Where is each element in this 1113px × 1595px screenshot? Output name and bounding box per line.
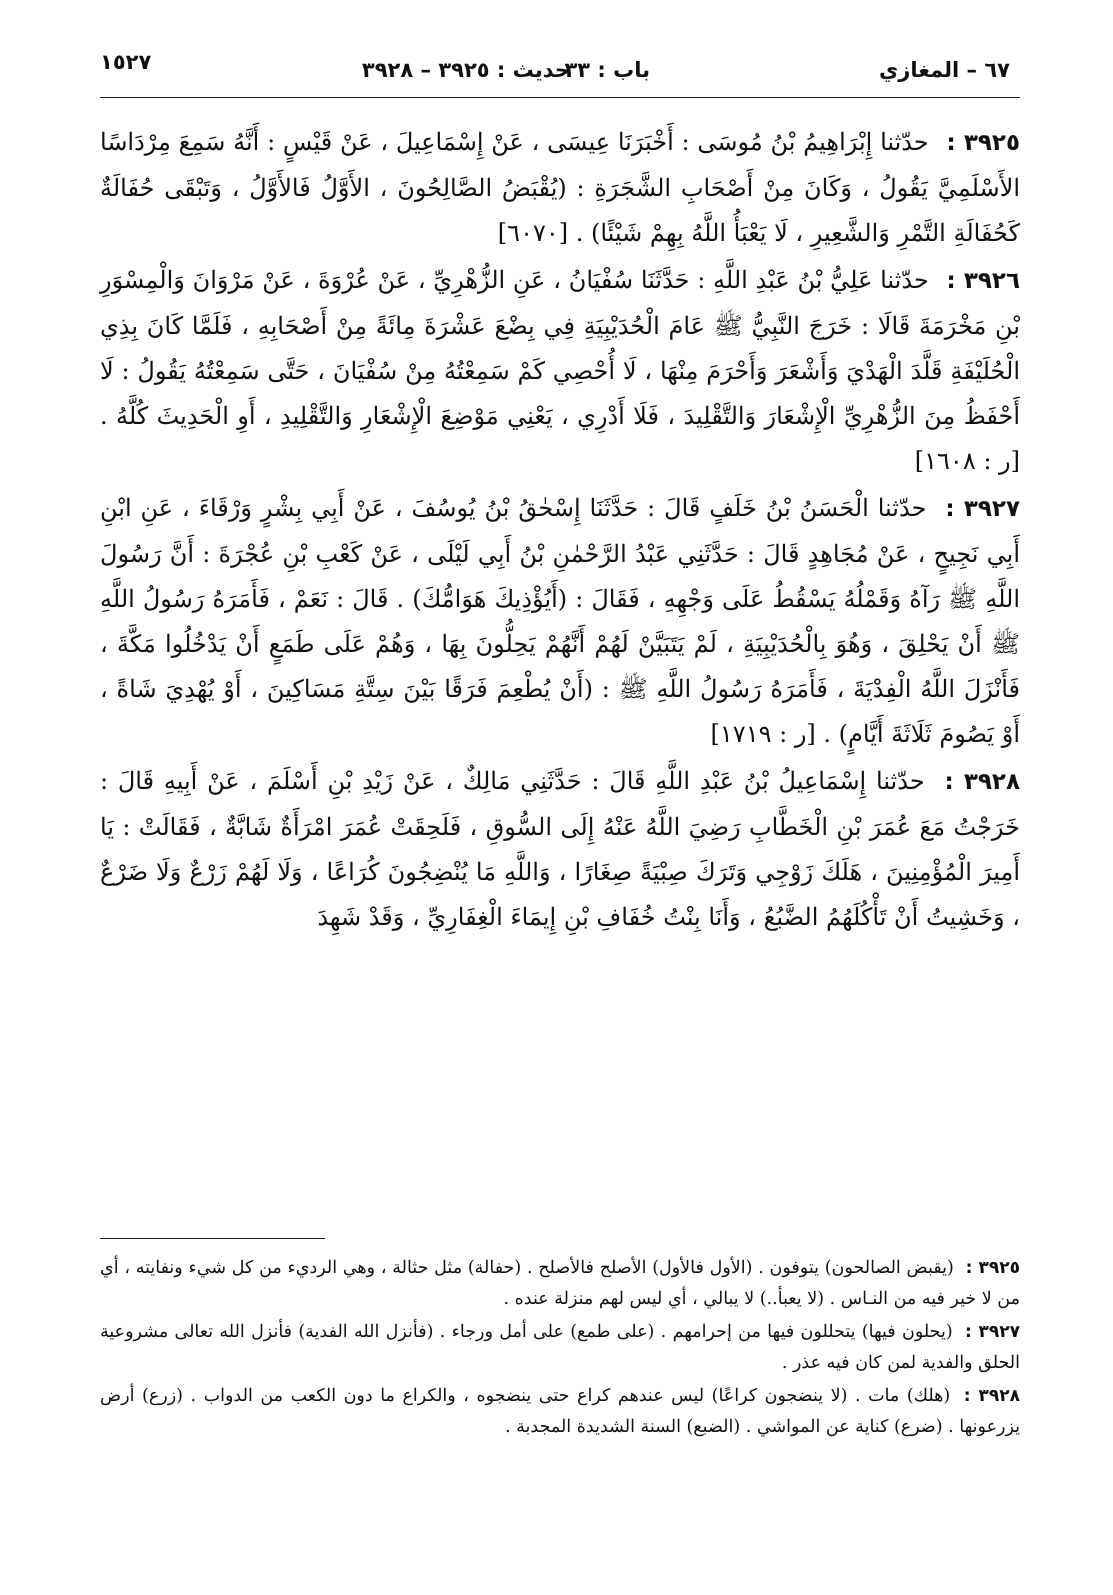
footnote-3927	[100, 1317, 1020, 1379]
hadith-3925	[100, 120, 1020, 256]
hadith-number: ٣٩٢٦ :	[946, 268, 1020, 294]
footnote-number: ٣٩٢٥ :	[965, 1258, 1020, 1278]
hadith-text: حدّثنا الْحَسَنُ بْنُ خَلَفٍ قَالَ : حَدَّثَنَا إِسْحٰقُ بْنُ يُوسُفَ ، عَنْ أَبِي بِشْرٍ وَرْقَاءَ ، عَنِ ابْنِ أَبِي نَجِيحٍ ، عَنْ مُجَاهِدٍ قَالَ : حَدَّثَنِي عَبْدُ الرَّحْمٰنِ بْنُ أَبِي لَيْلَى ، عَنْ كَعْبِ بْنِ عُجْرَةَ : أَنَّ رَسُولَ اللَّهِ ﷺ رَآهُ وَقَمْلُهُ يَسْقُطُ عَلَى وَجْهِهِ ، فَقَالَ : (أَيُؤْذِيكَ هَوَامُّكَ) . قَالَ : نَعَمْ ، فَأَمَرَهُ رَسُولُ اللَّهِ ﷺ أَنْ يَحْلِقَ ، وَهُوَ بِالْحُدَيْبِيَةِ ، لَمْ يَتَبَيَّنْ لَهُمْ أَنَّهُمْ يَحِلُّونَ بِهَا ، وَهُمْ عَلَى طَمَعٍ أَنْ يَدْخُلُوا مَكَّةَ ، فَأَنْزَلَ اللَّهُ الْفِدْيَةَ ، فَأَمَرَهُ رَسُولُ اللَّهِ ﷺ : (أَنْ يُطْعِمَ فَرَقًا بَيْنَ سِتَّةِ مَسَاكِينَ ، أَوْ يُهْدِيَ شَاةً ، أَوْ يَصُومَ ثَلَاثَةَ أَيَّامٍ) .	[100, 494, 1020, 748]
hadith-reference: [ر : ١٧١٩]	[710, 720, 816, 748]
hadith-text: حدّثنا إِسْمَاعِيلُ بْنُ عَبْدِ اللَّهِ قَالَ : حَدَّثَنِي مَالِكٌ ، عَنْ زَيْدِ بْنِ أَسْلَمَ ، عَنْ أَبِيهِ قَالَ : خَرَجْتُ مَعَ عُمَرَ بْنِ الْخَطَّابِ رَضِيَ اللَّهُ عَنْهُ إِلَى السُّوقِ ، فَلَحِقَتْ عُمَرَ امْرَأَةٌ شَابَّةٌ ، فَقَالَتْ : يَا أَمِيرَ الْمُؤْمِنِينَ ، هَلَكَ زَوْجِي وَتَرَكَ صِبْيَةً صِغَارًا ، وَاللَّهِ مَا يُنْضِجُونَ كُرَاعًا ، وَلَا لَهُمْ زَرْعٌ وَلَا ضَرْعٌ ، وَخَشِيتُ أَنْ تَأْكُلَهُمُ الضَّبُعُ ، وَأَنَا بِنْتُ خُفَافِ بْنِ إِيمَاءَ الْغِفَارِيِّ ، وَقَدْ شَهِدَ	[100, 767, 1020, 931]
footnote-3925	[100, 1253, 1020, 1315]
hadith-3926	[100, 258, 1020, 484]
hadith-reference: [ر : ١٦٠٨]	[914, 447, 1020, 475]
footnote-3928	[100, 1381, 1020, 1443]
book-title: ٦٧ – المغازي	[879, 58, 1010, 82]
book-page	[100, 40, 1020, 1560]
hadith-reference: [٦٠٧٠]	[497, 219, 569, 247]
hadith-text: حدّثنا إِبْرَاهِيمُ بْنُ مُوسَى : أَخْبَرَنَا عِيسَى ، عَنْ إِسْمَاعِيلَ ، عَنْ قَيْسٍ : أَنَّهُ سَمِعَ مِرْدَاسًا الأَسْلَمِيَّ يَقُولُ ، وَكَانَ مِنْ أَصْحَابِ الشَّجَرَةِ : (يُقْبَضُ الصَّالِحُونَ ، الأَوَّلُ فَالأَوَّلُ ، وَتَبْقَى حُفَالَةٌ كَحُفَالَةِ التَّمْرِ وَالشَّعِيرِ ، لَا يَعْبَأُ اللَّهُ بِهِمْ شَيْئًا) .	[100, 128, 1020, 247]
hadith-number: ٣٩٢٨ :	[944, 769, 1020, 795]
hadith-body	[100, 120, 1020, 942]
hadith-number: ٣٩٢٧ :	[945, 496, 1020, 522]
hadith-range: حديث : ٣٩٢٥ – ٣٩٢٨	[361, 58, 570, 82]
footnotes	[100, 1253, 1020, 1445]
footnote-rule	[100, 1238, 325, 1239]
footnote-text: (يقبض الصالحون) يتوفون . (الأول فالأول) الأصلح فالأصلح . (حفالة) مثل حثالة ، وهي الرديء من كل شيء ونفايته ، أي من لا خير فيه من النـاس . (لا يعبأ..) لا يبالي ، أي ليس لهم منزلة عنده .	[100, 1258, 1020, 1309]
hadith-3927	[100, 486, 1020, 757]
page-number: ١٥٢٧	[100, 50, 152, 74]
hadith-number: ٣٩٢٥ :	[946, 130, 1020, 156]
footnote-text: (هلك) مات . (لا ينضجون كراعًا) ليس عندهم كراع حتى ينضجوه ، والكراع ما دون الكعب من الدواب . (زرع) أرض يزرعونها . (ضرع) كناية عن المواشي . (الضبع) السنة الشديدة المجدبة .	[100, 1386, 1020, 1437]
chapter-number: باب : ٣٣	[564, 58, 650, 82]
footnote-number: ٣٩٢٧ :	[965, 1322, 1020, 1342]
hadith-3928	[100, 759, 1020, 940]
hadith-text: حدّثنا عَلِيُّ بْنُ عَبْدِ اللَّهِ : حَدَّثَنَا سُفْيَانُ ، عَنِ الزُّهْرِيِّ ، عَنْ عُرْوَةَ ، عَنْ مَرْوَانَ وَالْمِسْوَرِ بْنِ مَخْرَمَةَ قَالَا : خَرَجَ النَّبِيُّ ﷺ عَامَ الْحُدَيْبِيَةِ فِي بِضْعَ عَشْرَةَ مِائَةً مِنْ أَصْحَابِهِ ، فَلَمَّا كَانَ بِذِي الْحُلَيْفَةِ قَلَّدَ الْهَدْيَ وَأَشْعَرَ وَأَحْرَمَ مِنْهَا ، لَا أُحْصِي كَمْ سَمِعْتُهُ مِنْ سُفْيَانَ ، حَتَّى سَمِعْتُهُ يَقُولُ : لَا أَحْفَظُ مِنَ الزُّهْرِيِّ الْإِشْعَارَ وَالتَّقْلِيدَ ، فَلَا أَدْرِي ، يَعْنِي مَوْضِعَ الْإِشْعَارِ وَالتَّقْلِيدِ ، أَوِ الْحَدِيثَ كُلَّهُ .	[100, 266, 1020, 430]
footnote-text: (يحلون فيها) يتحللون فيها من إحرامهم . (على طمع) على أمل ورجاء . (فأنزل الله الفدية) فأنزل الله تعالى مشروعية الحلق والفدية لمن كان فيه عذر .	[100, 1322, 1020, 1373]
running-header	[100, 50, 1020, 90]
footnote-number: ٣٩٢٨ :	[963, 1386, 1021, 1406]
header-rule	[100, 97, 1020, 98]
